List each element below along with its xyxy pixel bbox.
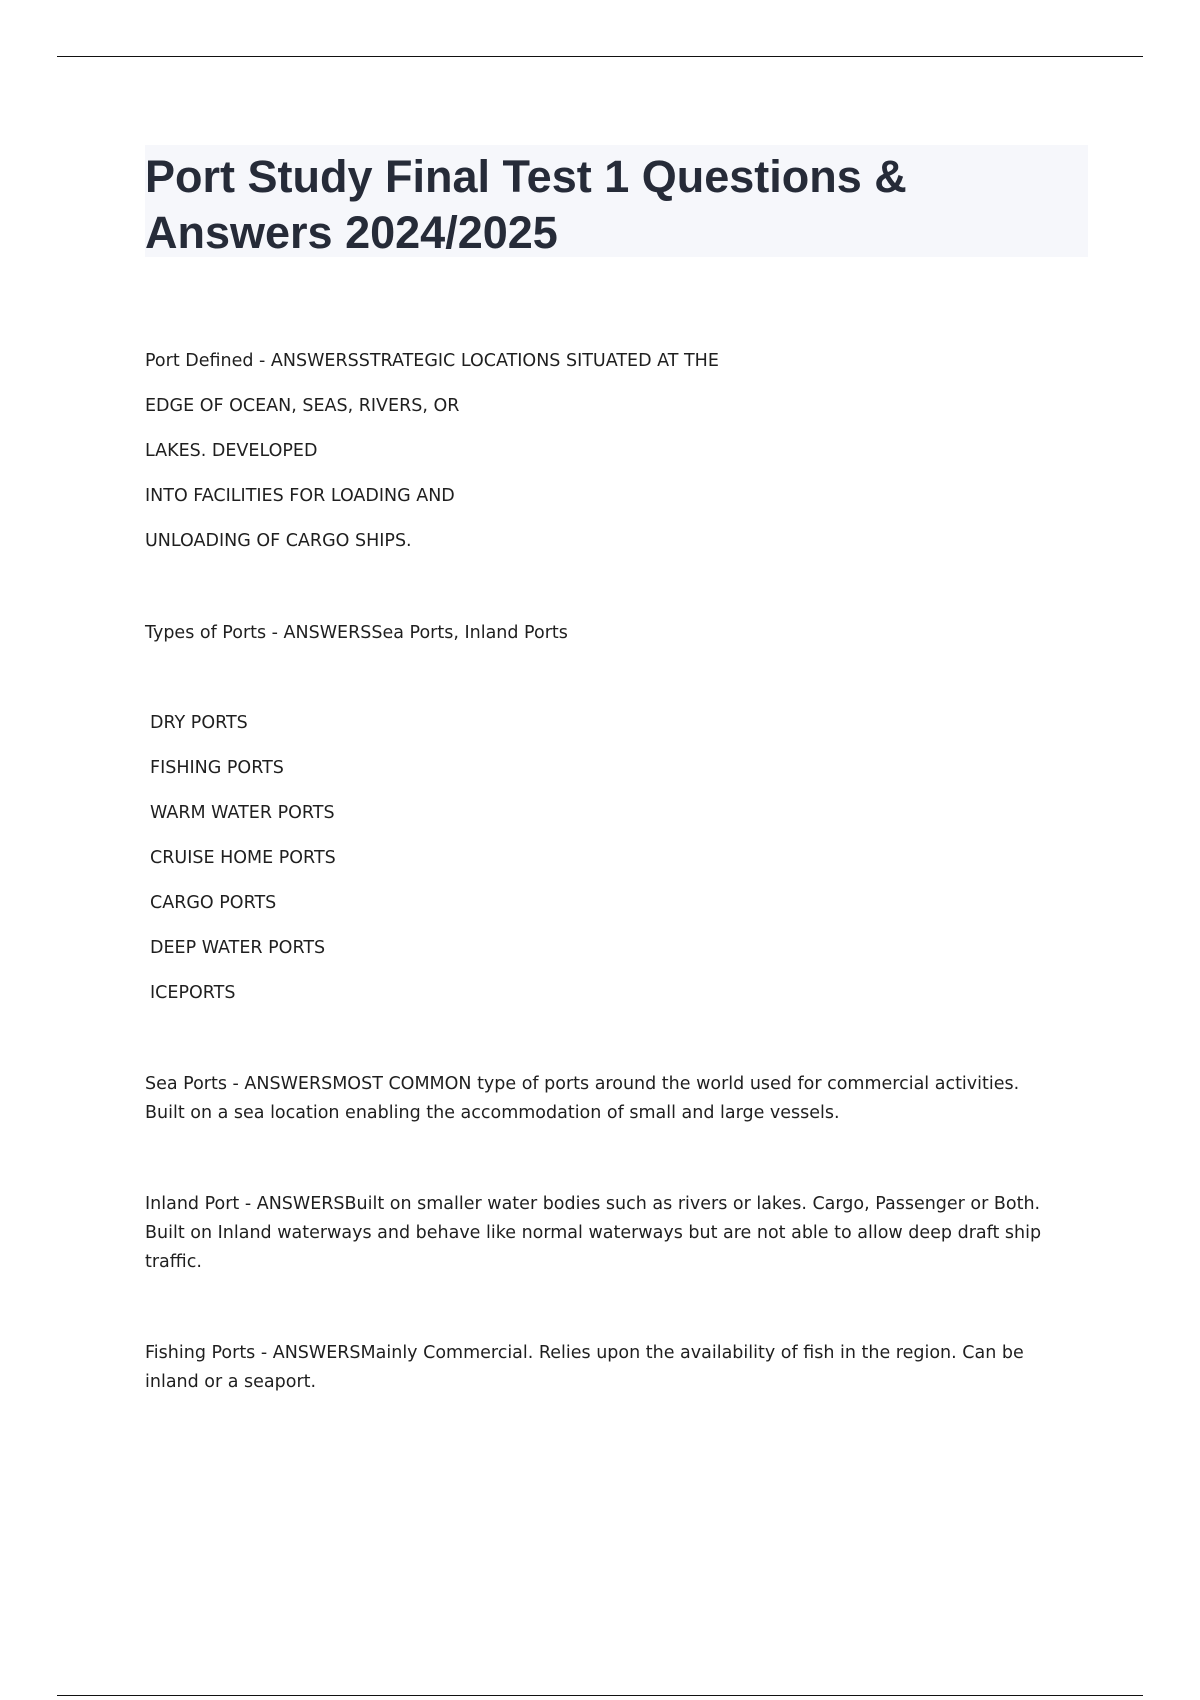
port-defined-line: Port Defined - ANSWERSSTRATEGIC LOCATIONS SITUATED AT THE (145, 351, 719, 371)
sea-ports-line: Built on a sea location enabling the accommodation of small and large vessels. (145, 1103, 840, 1123)
port-defined-line: UNLOADING OF CARGO SHIPS. (145, 531, 412, 551)
port-type-item: WARM WATER PORTS (150, 803, 335, 823)
port-type-item: CRUISE HOME PORTS (150, 848, 336, 868)
title-line-2: Answers 2024/2025 (145, 207, 558, 258)
types-of-ports-section (145, 618, 1075, 1023)
port-type-item: DEEP WATER PORTS (150, 938, 326, 958)
port-defined-line: INTO FACILITIES FOR LOADING AND (145, 486, 455, 506)
types-of-ports-heading: Types of Ports - ANSWERSSea Ports, Inland Ports (145, 623, 568, 643)
fishing-ports-line: inland or a seaport. (145, 1372, 317, 1392)
port-defined-line: LAKES. DEVELOPED (145, 441, 318, 461)
title-line-1: Port Study Final Test 1 Questions & (145, 151, 907, 202)
inland-port-section (145, 1190, 1075, 1277)
inland-port-line: Inland Port - ANSWERSBuilt on smaller water bodies such as rivers or lakes. Cargo, Passenger or Both. (145, 1194, 1041, 1214)
top-divider (57, 56, 1143, 57)
port-type-item: CARGO PORTS (150, 893, 277, 913)
fishing-ports-line: Fishing Ports - ANSWERSMainly Commercial. Relies upon the availability of fish in the region. Can be (145, 1343, 1024, 1363)
port-defined-section (145, 346, 1075, 571)
inland-port-line: traffic. (145, 1252, 202, 1272)
fishing-ports-section (145, 1339, 1075, 1397)
sea-ports-section (145, 1070, 1075, 1128)
document-title (145, 149, 1088, 261)
port-type-item: FISHING PORTS (150, 758, 284, 778)
port-type-item: DRY PORTS (150, 713, 248, 733)
port-type-item: ICEPORTS (150, 983, 236, 1003)
document-body (145, 346, 1075, 1397)
title-box (145, 145, 1088, 257)
sea-ports-line: Sea Ports - ANSWERSMOST COMMON type of ports around the world used for commercial activities. (145, 1074, 1020, 1094)
bottom-divider (57, 1695, 1143, 1696)
port-defined-line: EDGE OF OCEAN, SEAS, RIVERS, OR (145, 396, 460, 416)
inland-port-line: Built on Inland waterways and behave like normal waterways but are not able to allow deep draft ship (145, 1223, 1042, 1243)
